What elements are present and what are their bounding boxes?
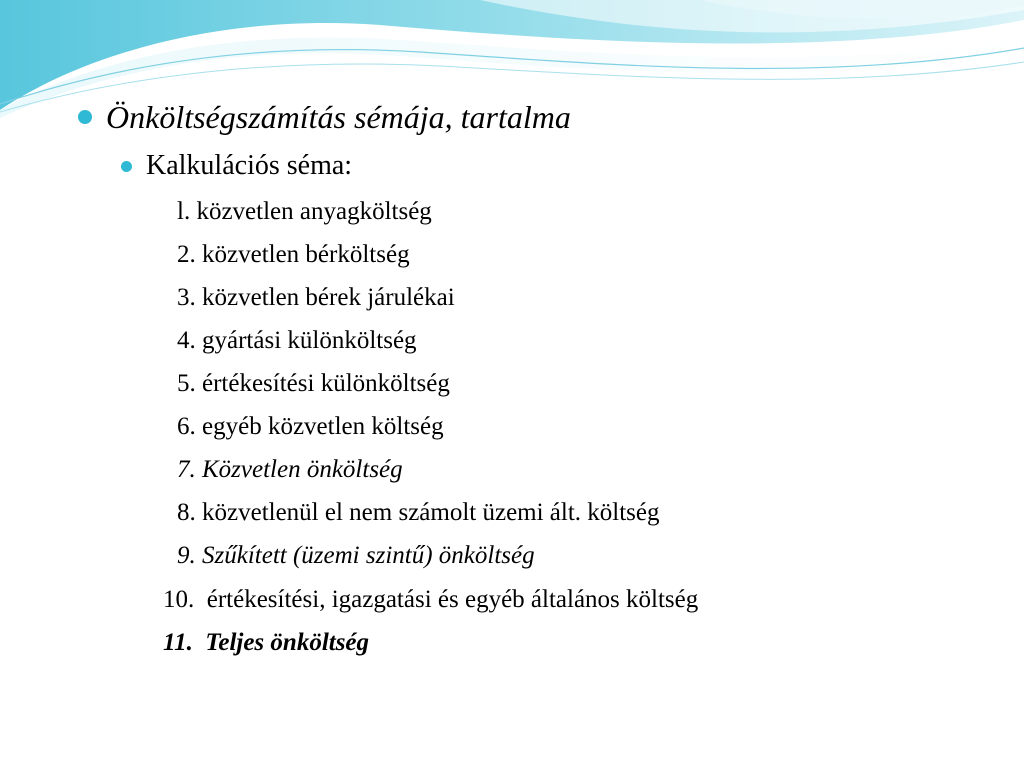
slide-subheading: Kalkulációs séma: [146, 150, 353, 181]
list-item: 5. értékesítési különköltség [177, 370, 450, 397]
list-item: 6. egyéb közvetlen költség [177, 413, 444, 440]
bullet-dot-icon [78, 110, 92, 124]
list-item: l. közvetlen anyagköltség [177, 198, 432, 225]
list-item: 2. közvetlen bérköltség [177, 241, 410, 268]
list-item: 10. értékesítési, igazgatási és egyéb általános költség [163, 586, 699, 613]
subheading-bullet [121, 148, 352, 184]
list-item: 3. közvetlen bérek járulékai [177, 284, 455, 311]
bullet-dot-icon [121, 161, 132, 172]
list-item: 4. gyártási különköltség [177, 327, 417, 354]
list-item: 8. közvetlenül el nem számolt üzemi ált. költség [177, 499, 660, 526]
slide-heading: Önköltségszámítás sémája, tartalma [106, 99, 571, 135]
list-item: 7. Közvetlen önköltség [177, 456, 403, 483]
list-item: 11. Teljes önköltség [163, 629, 370, 656]
heading-bullet [78, 97, 571, 137]
list-item: 9. Szűkített (üzemi szintű) önköltség [177, 542, 535, 569]
